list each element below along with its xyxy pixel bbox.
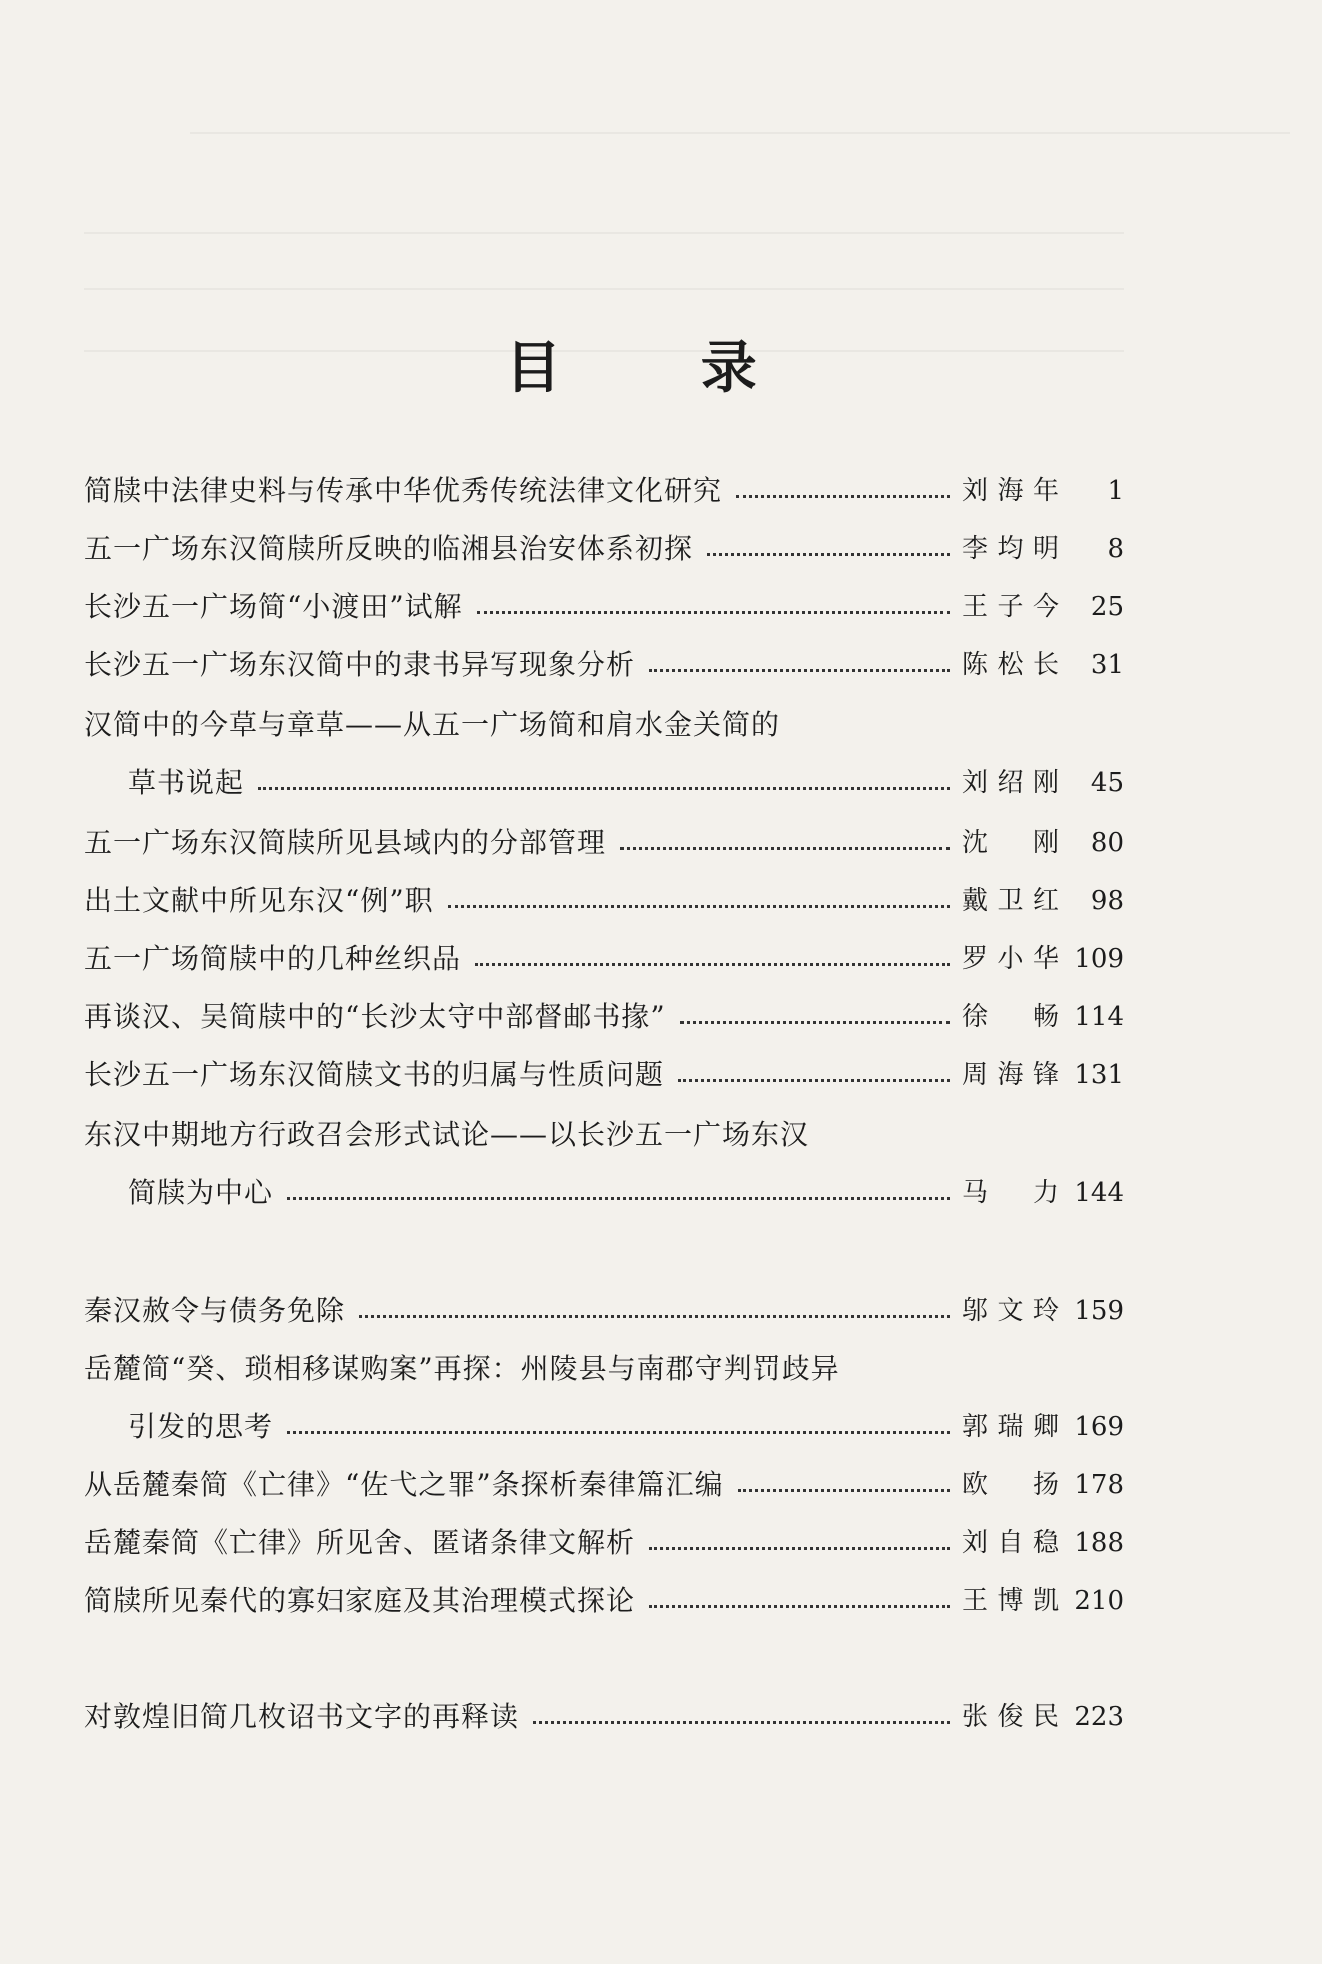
entry-title: 五一广场东汉简牍所见县域内的分部管理 [84, 826, 607, 859]
toc-entry[interactable] [84, 1516, 1124, 1560]
entry-author: 沈 刚 [962, 828, 1062, 858]
toc-entry[interactable] [84, 1690, 1124, 1734]
dot-leader [620, 847, 950, 850]
entry-title: 草书说起 [128, 766, 245, 799]
toc-entry[interactable] [84, 1166, 1124, 1210]
toc-entry[interactable] [84, 1574, 1124, 1618]
entry-author: 郭瑞卿 [962, 1412, 1062, 1442]
entry-page-number: 169 [1074, 1412, 1124, 1442]
entry-title: 秦汉赦令与债务免除 [84, 1294, 346, 1327]
toc-entry-continuation[interactable] [84, 698, 1124, 742]
entry-author: 刘绍刚 [962, 768, 1062, 798]
entry-title: 引发的思考 [128, 1410, 274, 1443]
entry-author: 陈松长 [962, 650, 1062, 680]
entry-author: 欧 扬 [962, 1470, 1062, 1500]
entry-page-number: 188 [1074, 1528, 1124, 1558]
toc-entry[interactable] [84, 874, 1124, 918]
entry-author: 王子今 [962, 592, 1062, 622]
entry-title: 从岳麓秦简《亡律》“佐弋之罪”条探析秦律篇汇编 [84, 1468, 724, 1501]
toc-entry[interactable] [84, 1048, 1124, 1092]
entry-page-number: 8 [1107, 534, 1124, 564]
entry-page-number: 144 [1074, 1178, 1124, 1208]
entry-title: 出土文献中所见东汉“例”职 [84, 884, 434, 917]
entry-page-number: 25 [1090, 592, 1124, 622]
entry-title: 长沙五一广场东汉简牍文书的归属与性质问题 [84, 1058, 665, 1091]
entry-author: 罗小华 [962, 944, 1062, 974]
dot-leader [533, 1721, 950, 1724]
entry-page-number: 178 [1074, 1470, 1124, 1500]
toc-entry[interactable] [84, 816, 1124, 860]
dot-leader [258, 787, 950, 790]
dot-leader [649, 1547, 950, 1550]
entry-title: 东汉中期地方行政召会形式试论——以长沙五一广场东汉 [84, 1118, 810, 1151]
entry-page-number: 114 [1074, 1002, 1124, 1032]
dot-leader [477, 611, 950, 614]
toc-entry[interactable] [84, 1458, 1124, 1502]
dot-leader [475, 963, 950, 966]
toc-entry-continuation[interactable] [84, 1342, 1124, 1386]
dot-leader [738, 1489, 950, 1492]
dot-leader [649, 669, 950, 672]
toc-entry[interactable] [84, 990, 1124, 1034]
entry-title: 再谈汉、吴简牍中的“长沙太守中部督邮书掾” [84, 1000, 666, 1033]
toc-entry-continuation[interactable] [84, 1108, 1124, 1152]
entry-title: 汉简中的今草与章草——从五一广场简和肩水金关简的 [84, 708, 781, 741]
toc-entry[interactable] [84, 464, 1124, 508]
entry-page-number: 98 [1090, 886, 1124, 916]
entry-page-number: 223 [1074, 1702, 1124, 1732]
dot-leader [287, 1197, 950, 1200]
entry-title: 长沙五一广场简“小渡田”试解 [84, 590, 463, 623]
entry-title: 简牍所见秦代的寡妇家庭及其治理模式探论 [84, 1584, 636, 1617]
entry-title: 对敦煌旧简几枚诏书文字的再释读 [84, 1700, 520, 1733]
entry-page-number: 131 [1074, 1060, 1124, 1090]
entry-author: 李均明 [962, 534, 1062, 564]
entry-page-number: 45 [1090, 768, 1124, 798]
entry-author: 刘海年 [962, 476, 1062, 506]
entry-title: 岳麓简“癸、琐相移谋购案”再探：州陵县与南郡守判罚歧异 [84, 1352, 840, 1385]
toc-entry[interactable] [84, 580, 1124, 624]
toc-entry[interactable] [84, 1400, 1124, 1444]
entry-author: 戴卫红 [962, 886, 1062, 916]
entry-page-number: 31 [1090, 650, 1124, 680]
page-title: 目 录 [505, 335, 817, 401]
entry-page-number: 80 [1090, 828, 1124, 858]
entry-author: 徐 畅 [962, 1002, 1062, 1032]
entry-title: 五一广场简牍中的几种丝织品 [84, 942, 462, 975]
dot-leader [359, 1315, 950, 1318]
entry-title: 五一广场东汉简牍所反映的临湘县治安体系初探 [84, 532, 694, 565]
dot-leader [448, 905, 950, 908]
entry-page-number: 159 [1074, 1296, 1124, 1326]
entry-author: 张俊民 [962, 1702, 1062, 1732]
entry-page-number: 109 [1074, 944, 1124, 974]
entry-title: 简牍为中心 [128, 1176, 274, 1209]
dot-leader [680, 1021, 950, 1024]
entry-page-number: 1 [1107, 476, 1124, 506]
entry-author: 刘自稳 [962, 1528, 1062, 1558]
entry-author: 周海锋 [962, 1060, 1062, 1090]
entry-page-number: 210 [1074, 1586, 1124, 1616]
dot-leader [678, 1079, 950, 1082]
dot-leader [649, 1605, 950, 1608]
entry-author: 马 力 [962, 1178, 1062, 1208]
toc-entry[interactable] [84, 756, 1124, 800]
dot-leader [736, 495, 950, 498]
toc-entry[interactable] [84, 522, 1124, 566]
toc-entry[interactable] [84, 638, 1124, 682]
toc-entry[interactable] [84, 1284, 1124, 1328]
entry-author: 王博凯 [962, 1586, 1062, 1616]
entry-author: 邬文玲 [962, 1296, 1062, 1326]
dot-leader [707, 553, 950, 556]
entry-title: 简牍中法律史料与传承中华优秀传统法律文化研究 [84, 474, 723, 507]
dot-leader [287, 1431, 950, 1434]
toc-entry[interactable] [84, 932, 1124, 976]
entry-title: 岳麓秦简《亡律》所见舍、匿诸条律文解析 [84, 1526, 636, 1559]
entry-title: 长沙五一广场东汉简中的隶书异写现象分析 [84, 648, 636, 681]
